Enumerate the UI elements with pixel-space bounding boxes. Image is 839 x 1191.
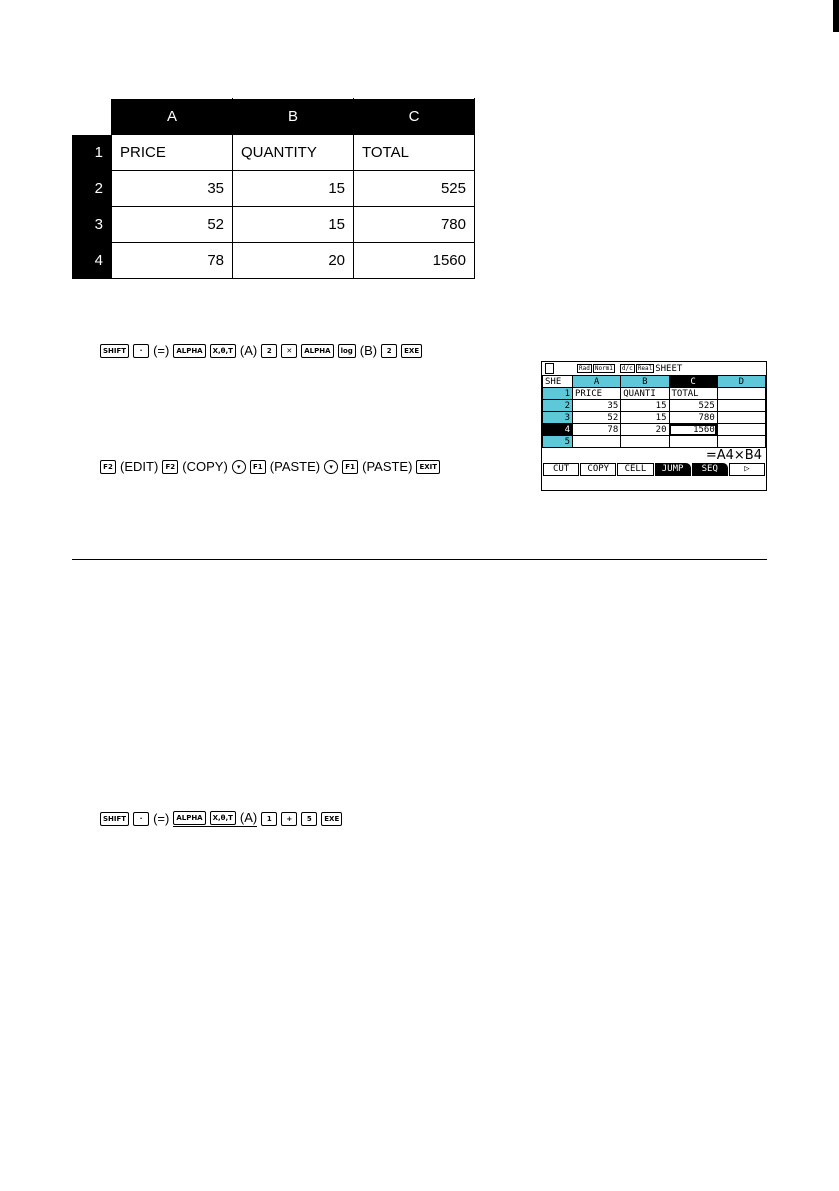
- down-arrow-key-icon: ▾: [324, 460, 338, 474]
- calc-row-header: 2: [543, 400, 573, 412]
- f2-key-icon: F2: [100, 460, 116, 474]
- five-key-icon: 5: [301, 812, 317, 826]
- row-header: 3: [73, 206, 112, 242]
- fkey-copy: COPY: [580, 463, 616, 476]
- dot-key-icon: ·: [133, 344, 149, 358]
- corner-cell: [73, 99, 112, 135]
- calc-header-row: [543, 376, 766, 388]
- calc-cell: 20: [621, 424, 669, 436]
- table-row: [73, 134, 475, 170]
- calc-row: [543, 436, 766, 448]
- fkey-seq: SEQ: [692, 463, 728, 476]
- calc-column-header-selected: C: [669, 376, 717, 388]
- exit-key-icon: EXIT: [416, 460, 440, 474]
- status-tag: Norm1: [594, 365, 613, 372]
- calc-cell: 780: [669, 412, 717, 424]
- calc-cell: [717, 436, 765, 448]
- two-key-icon: 2: [381, 344, 397, 358]
- page-edge-marker: [833, 0, 839, 32]
- calc-corner: SHE: [543, 376, 573, 388]
- dot-key-icon: ·: [133, 812, 149, 826]
- calc-cell: 15: [621, 400, 669, 412]
- calc-grid: [542, 375, 766, 448]
- calc-column-header: B: [621, 376, 669, 388]
- calc-row: [543, 388, 766, 400]
- paste-label: (PASTE): [362, 459, 413, 474]
- key-sequence-copy-paste: [100, 459, 440, 474]
- copy-label: (COPY): [182, 459, 228, 474]
- exe-key-icon: EXE: [321, 812, 342, 826]
- cell-b1: QUANTITY: [233, 134, 354, 170]
- header-row: [73, 99, 475, 135]
- column-header-a: A: [112, 99, 233, 135]
- status-tag: Real: [637, 365, 653, 372]
- calc-cell: QUANTI: [621, 388, 669, 400]
- shift-key-icon: SHIFT: [100, 344, 129, 358]
- row-header: 4: [73, 242, 112, 278]
- cell-b2: 15: [233, 170, 354, 206]
- two-key-icon: 2: [261, 344, 277, 358]
- equals-label: (=): [153, 811, 170, 826]
- calc-cell: 35: [573, 400, 621, 412]
- divider: [72, 559, 767, 560]
- fkey-jump: JUMP: [655, 463, 691, 476]
- calc-column-header: D: [717, 376, 765, 388]
- calc-cell: [669, 436, 717, 448]
- cell-b4: 20: [233, 242, 354, 278]
- sheet-title: SHEET: [655, 363, 683, 374]
- calc-cell: [717, 400, 765, 412]
- calc-cell: [573, 436, 621, 448]
- calc-cell: TOTAL: [669, 388, 717, 400]
- key-sequence-multiply: [100, 343, 422, 358]
- row-header: 1: [73, 134, 112, 170]
- calculator-screen: [541, 361, 767, 491]
- edit-label: (EDIT): [120, 459, 159, 474]
- spreadsheet-table: [72, 98, 475, 279]
- row-header: 2: [73, 170, 112, 206]
- cell-a2: 35: [112, 170, 233, 206]
- table-row: [73, 242, 475, 278]
- plus-key-icon: +: [281, 812, 297, 826]
- shift-key-icon: SHIFT: [100, 812, 129, 826]
- function-key-menu: [542, 463, 766, 476]
- calc-cell: [717, 412, 765, 424]
- column-header-b: B: [233, 99, 354, 135]
- calc-row: [543, 412, 766, 424]
- status-bar: [542, 362, 766, 375]
- b-label: (B): [359, 343, 378, 358]
- calc-cell: [717, 388, 765, 400]
- cell-c1: TOTAL: [354, 134, 475, 170]
- calc-row-header: 5: [543, 436, 573, 448]
- key-sequence-add: [100, 810, 342, 827]
- calc-row: [543, 424, 766, 436]
- calc-cell: PRICE: [573, 388, 621, 400]
- alpha-underline-group: [173, 810, 257, 827]
- calc-cell: [717, 424, 765, 436]
- cell-c2: 525: [354, 170, 475, 206]
- cell-b3: 15: [233, 206, 354, 242]
- calc-cell: 525: [669, 400, 717, 412]
- fkey-cell: CELL: [617, 463, 653, 476]
- xtheta-key-icon: X,θ,T: [210, 811, 236, 825]
- column-header-c: C: [354, 99, 475, 135]
- calc-cell: 78: [573, 424, 621, 436]
- down-arrow-key-icon: ▾: [232, 460, 246, 474]
- log-key-icon: log: [338, 344, 356, 358]
- alpha-key-icon: ALPHA: [301, 344, 333, 358]
- calc-column-header: A: [573, 376, 621, 388]
- exe-key-icon: EXE: [401, 344, 422, 358]
- calc-cell: 15: [621, 412, 669, 424]
- equals-label: (=): [153, 343, 170, 358]
- table-row: [73, 206, 475, 242]
- a-label: (A): [239, 810, 258, 825]
- fkey-cut: CUT: [543, 463, 579, 476]
- calc-row: [543, 400, 766, 412]
- table-row: [73, 170, 475, 206]
- cell-a3: 52: [112, 206, 233, 242]
- formula-display: =A4×B4: [705, 448, 762, 463]
- xtheta-key-icon: X,θ,T: [210, 344, 236, 358]
- calc-row-header: 3: [543, 412, 573, 424]
- cell-a4: 78: [112, 242, 233, 278]
- calc-row-header-selected: 4: [543, 424, 573, 436]
- alpha-key-icon: ALPHA: [173, 811, 205, 825]
- fkey-next: ▷: [729, 463, 765, 476]
- f1-key-icon: F1: [342, 460, 358, 474]
- a-label: (A): [239, 343, 258, 358]
- document-icon: [545, 363, 554, 374]
- calc-cell-cursor: 1560: [669, 424, 717, 436]
- calc-cell: 52: [573, 412, 621, 424]
- cell-c3: 780: [354, 206, 475, 242]
- cell-c4: 1560: [354, 242, 475, 278]
- alpha-key-icon: ALPHA: [173, 344, 205, 358]
- f1-key-icon: F1: [250, 460, 266, 474]
- multiply-key-icon: ✕: [281, 344, 297, 358]
- cell-a1: PRICE: [112, 134, 233, 170]
- f2-key-icon: F2: [162, 460, 178, 474]
- status-tag: Rad: [579, 365, 590, 372]
- one-key-icon: 1: [261, 812, 277, 826]
- status-tag: d/c: [621, 365, 633, 372]
- calc-row-header: 1: [543, 388, 573, 400]
- calc-cell: [621, 436, 669, 448]
- paste-label: (PASTE): [269, 459, 321, 474]
